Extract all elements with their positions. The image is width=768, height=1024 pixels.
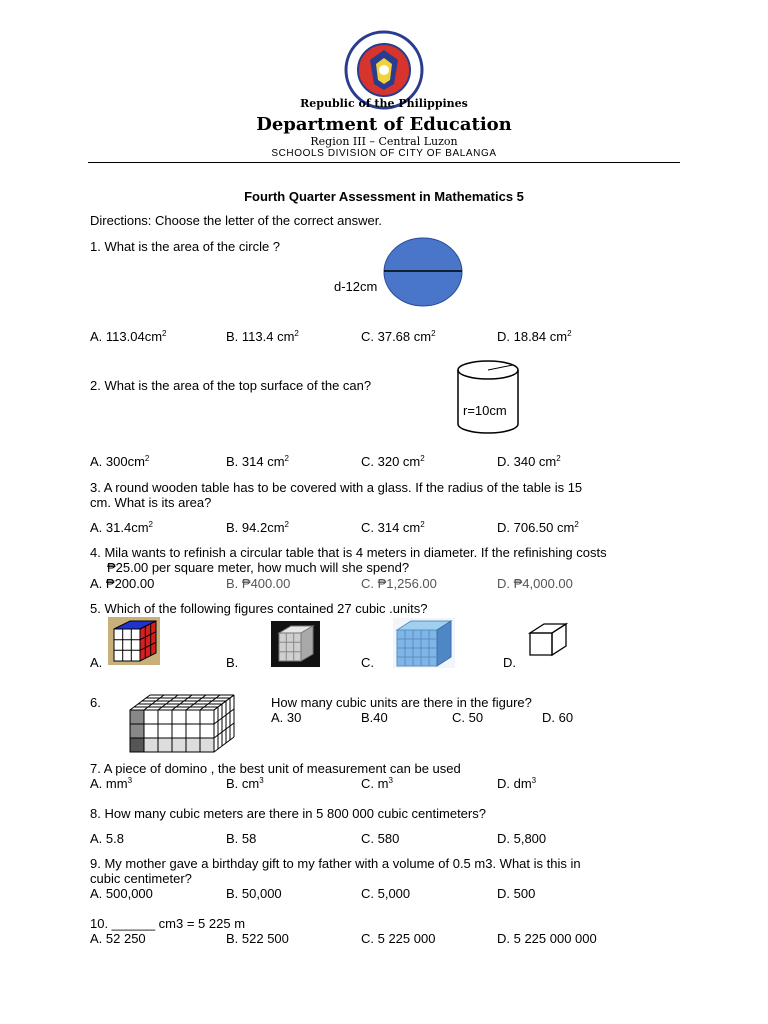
choice-1a[interactable]: A. $113.04cm^2$ (90, 329, 167, 344)
question-8: 8. How many cubic meters are there in 5 800 000 cubic centimeters? (90, 806, 486, 821)
choice-8a[interactable]: A. 5.8 (90, 831, 124, 846)
choice-1d[interactable]: D. 18.84 $cm^2$ (497, 329, 572, 344)
prism-front-cell (200, 710, 214, 724)
choice-2a[interactable]: A. $300cm^2$ (90, 454, 150, 469)
choice-5b[interactable]: B. (226, 655, 239, 670)
prism-front-cell (158, 724, 172, 738)
blue-cube-image (393, 618, 455, 668)
can-figure (455, 358, 521, 436)
directions: Directions: Choose the letter of the correct answer. (90, 213, 382, 228)
choice-6d[interactable]: D. 60 (542, 710, 574, 725)
choice-4c[interactable]: C. ₱1,256.00 (361, 576, 437, 591)
choice-7d[interactable]: D. $dm^3$ (497, 776, 537, 791)
choice-6a[interactable]: A. 30 (271, 710, 302, 725)
choice-9c[interactable]: C. 5,000 (361, 886, 411, 901)
question-9-line1: 9. My mother gave a birthday gift to my father with a volume of 0.5 m3. What is this in (90, 856, 581, 871)
choice-10c[interactable]: C. 5 225 000 (361, 931, 436, 946)
choice-5a[interactable]: A. (90, 655, 103, 670)
choice-7b[interactable]: B. $cm^3$ (226, 776, 264, 791)
republic-line: Republic of the Philippines (300, 97, 468, 110)
question-7: 7. A piece of domino , the best unit of measurement can be used (90, 761, 461, 776)
choice-1c[interactable]: C. 37.68 $cm^2$ (361, 329, 436, 344)
choice-8b[interactable]: B. 58 (226, 831, 257, 846)
choice-2b[interactable]: B. 314 $cm^2$ (226, 454, 289, 469)
circle-figure (382, 236, 464, 308)
page-title: Fourth Quarter Assessment in Mathematics 5 (244, 189, 524, 204)
question-3-line1: 3. A round wooden table has to be covered with a glass. If the radius of the table is 15 (90, 480, 583, 495)
choice-3b[interactable]: B. $94.2cm^2$ (226, 520, 289, 535)
question-10: 10. ______ cm3 = 5 225 m (90, 916, 246, 931)
rectangular-prism-figure (128, 692, 236, 754)
choice-5d[interactable]: D. (503, 655, 516, 670)
question-5: 5. Which of the following figures contained 27 cubic .units? (90, 601, 428, 616)
choice-9a[interactable]: A. 500,000 (90, 886, 153, 901)
question-4-line2: ₱25.00 per square meter, how much will she spend? (107, 560, 410, 575)
choice-6c[interactable]: C. 50 (452, 710, 484, 725)
choice-10b[interactable]: B. 522 500 (226, 931, 289, 946)
prism-front-cell (186, 738, 200, 752)
question-1: 1. What is the area of the circle ? (90, 239, 281, 254)
prism-front-cell (158, 738, 172, 752)
question-4-line1: 4. Mila wants to refinish a circular table that is 4 meters in diameter. If the refinishing costs (90, 545, 607, 560)
can-label: r=10cm (463, 403, 507, 418)
choice-8d[interactable]: D. 5,800 (497, 831, 547, 846)
choice-10a[interactable]: A. 52 250 (90, 931, 146, 946)
choice-10d[interactable]: D. 5 225 000 000 (497, 931, 597, 946)
prism-front-cell (130, 738, 144, 752)
header-divider (88, 162, 680, 163)
prism-front-cell (172, 724, 186, 738)
wireframe-cube-image (522, 615, 572, 665)
choice-3d[interactable]: D. 706.50 $cm^2$ (497, 520, 579, 535)
question-6-number: 6. (90, 695, 101, 710)
choice-4a[interactable]: A. ₱200.00 (90, 576, 155, 591)
choice-6b[interactable]: B.40 (361, 710, 388, 725)
choice-3a[interactable]: A. $31.4cm^2$ (90, 520, 153, 535)
prism-front-cell (172, 738, 186, 752)
prism-front-cell (186, 724, 200, 738)
choice-1b[interactable]: B. 113.4 $cm^2$ (226, 329, 299, 344)
department-title: Department of Education (256, 114, 512, 135)
choice-9b[interactable]: B. 50,000 (226, 886, 282, 901)
prism-front-cell (186, 710, 200, 724)
choice-2d[interactable]: D. 340 $cm^2$ (497, 454, 561, 469)
prism-front-cell (144, 710, 158, 724)
prism-edge (214, 737, 234, 752)
question-2: 2. What is the area of the top surface of the can? (90, 378, 372, 393)
question-3-line2: cm. What is its area? (90, 495, 212, 510)
choice-8c[interactable]: C. 580 (361, 831, 400, 846)
prism-front-cell (144, 738, 158, 752)
prism-front-cell (200, 738, 214, 752)
rubiks-cube-image (108, 617, 160, 665)
prism-front-cell (144, 724, 158, 738)
prism-front-cell (158, 710, 172, 724)
choice-7a[interactable]: A. $mm^3$ (90, 776, 133, 791)
prism-edge (214, 709, 234, 724)
choice-3c[interactable]: C. 314 $cm^2$ (361, 520, 425, 535)
grey-cube-image (271, 621, 320, 667)
prism-front-cell (130, 724, 144, 738)
prism-front-cell (130, 710, 144, 724)
question-9-line2: cubic centimeter? (90, 871, 192, 886)
division-line: SCHOOLS DIVISION OF CITY OF BALANGA (271, 148, 497, 159)
prism-front-cell (200, 724, 214, 738)
choice-9d[interactable]: D. 500 (497, 886, 536, 901)
question-6: How many cubic units are there in the figure? (271, 695, 532, 710)
choice-2c[interactable]: C. 320 $cm^2$ (361, 454, 425, 469)
circle-label: d-12cm (334, 279, 378, 294)
choice-7c[interactable]: C. $m^3$ (361, 776, 393, 791)
prism-front-cell (172, 710, 186, 724)
choice-4d[interactable]: D. ₱4,000.00 (497, 576, 573, 591)
prism-edge (214, 723, 234, 738)
region-line: Region III – Central Luzon (310, 135, 458, 148)
choice-5c[interactable]: C. (361, 655, 374, 670)
choice-4b[interactable]: B. ₱400.00 (226, 576, 291, 591)
